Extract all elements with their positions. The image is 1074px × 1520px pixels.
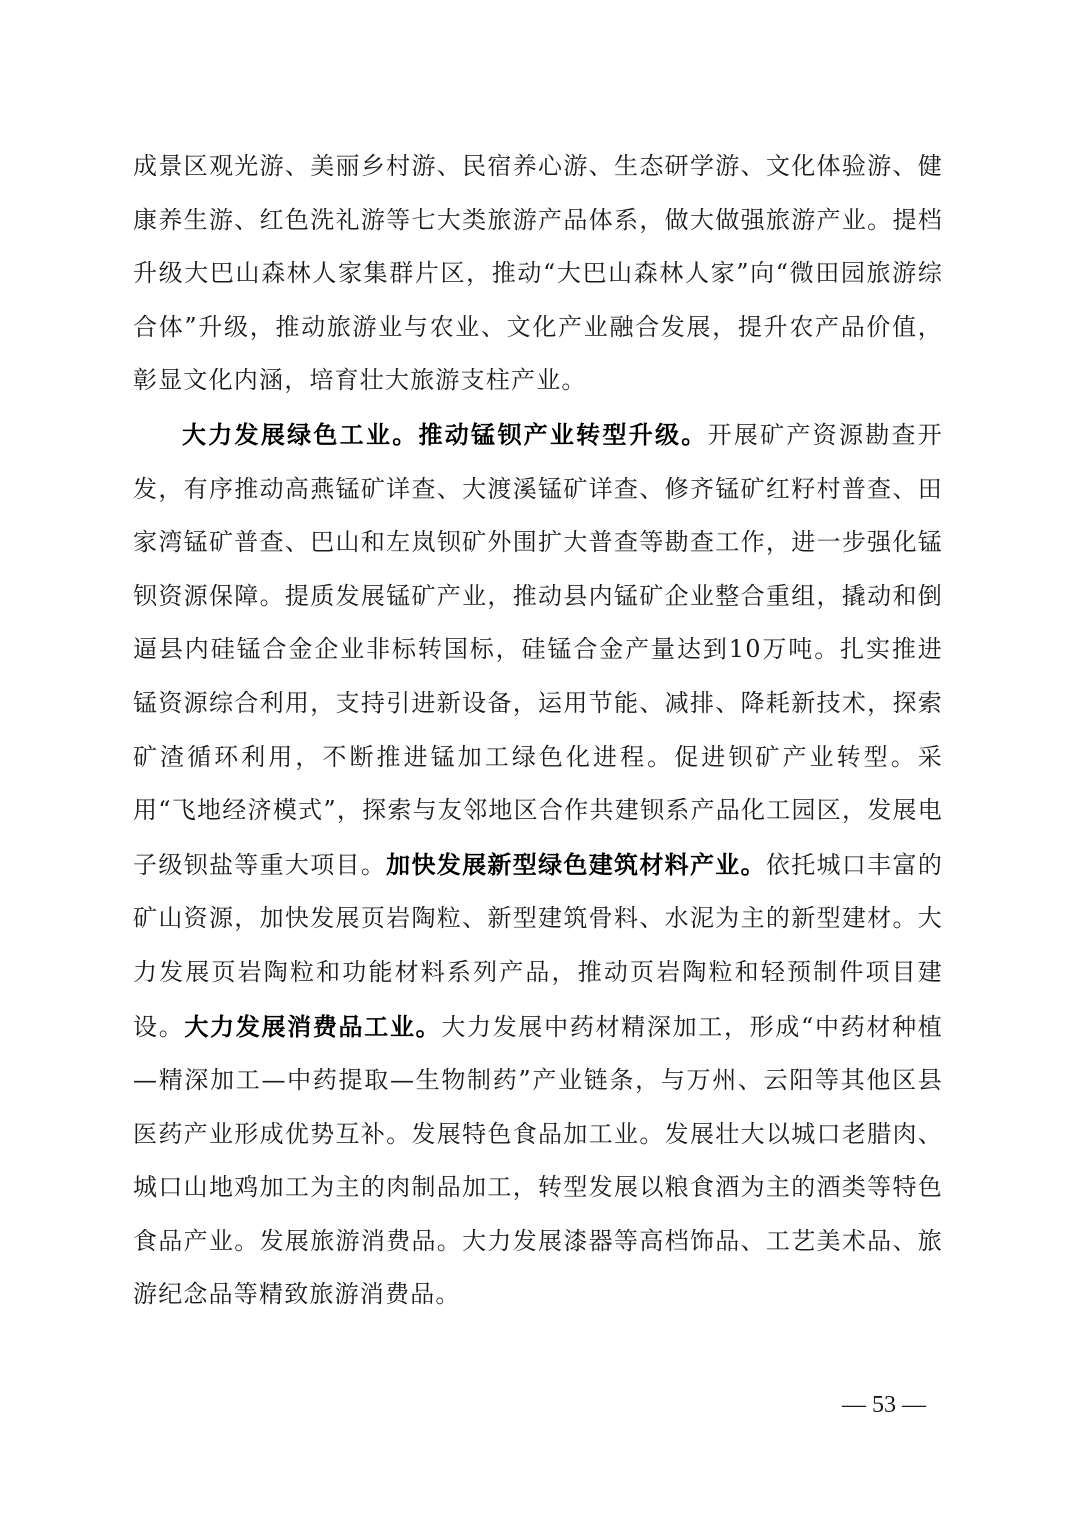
body-text bbox=[133, 140, 943, 1322]
bold-heading-run: 大力发展消费品工业。 bbox=[184, 1011, 442, 1041]
page-number: — 53 — bbox=[842, 1392, 926, 1418]
text-run: 依托城口丰富的矿山资源，加快发展页岩陶粒、新型建筑骨料、水泥为主的新型建材。大力发展页岩陶粒和功能材料系列产品，推动页岩陶粒和轻预制件项目建设。 bbox=[133, 850, 944, 1041]
text-run: 成景区观光游、美丽乡村游、民宿养心游、生态研学游、文化体验游、健康养生游、红色洗礼游等七大类旅游产品体系，做大做强旅游产业。提档升级大巴山森林人家集群片区，推动“大巴山森林人家”向“微田园旅游综合体”升级，推动旅游业与农业、文化产业融合发展，提升农产品价值，彰显文化内涵，培育壮大旅游支柱产业。 bbox=[133, 152, 943, 395]
bold-heading-run: 大力发展绿色工业。推动锰钡产业转型升级。 bbox=[182, 419, 708, 449]
paragraph bbox=[133, 140, 943, 408]
text-run: 大力发展中药材精深加工，形成“中药材种植—精深加工—中药提取—生物制药”产业链条，与万州、云阳等其他区县医药产业形成优势互补。发展特色食品加工业。发展壮大以城口老腊肉、城口山地鸡加工为主的肉制品加工，转型发展以粮食酒为主的酒类等特色食品产业。发展旅游消费品。大力发展漆器等高档饰品、工艺美术品、旅游纪念品等精致旅游消费品。 bbox=[133, 1012, 943, 1309]
paragraph bbox=[133, 408, 943, 1322]
bold-heading-run: 加快发展新型绿色建筑材料产业。 bbox=[386, 849, 766, 879]
text-run: 开展矿产资源勘查开发，有序推动高燕锰矿详查、大渡溪锰矿详查、修齐锰矿红籽村普查、田家湾锰矿普查、巴山和左岚钡矿外围扩大普查等勘查工作，进一步强化锰钡资源保障。提质发展锰矿产业，推动县内锰矿企业整合重组，撬动和倒逼县内硅锰合金企业非标转国标，硅锰合金产量达到10万吨。扎实推进锰资源综合利用，支持引进新设备，运用节能、减排、降耗新技术，探索矿渣循环利用，不断推进锰加工绿色化进程。促进钡矿产业转型。采用“飞地经济模式”，探索与友邻地区合作共建钡系产品化工园区，发展电子级钡盐等重大项目。 bbox=[133, 420, 943, 879]
